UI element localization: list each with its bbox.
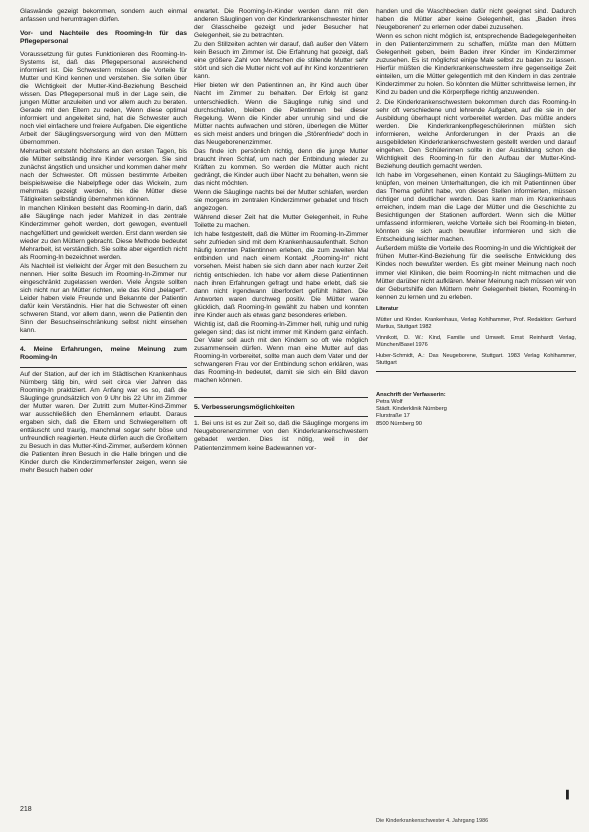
column-left — [20, 8, 187, 476]
address-title: Anschrift der Verfasserin: — [376, 391, 446, 398]
paragraph: In manchen Kliniken besteht das Rooming-In darin, daß alle Säuglinge nach jeder Mahlzeit in das zentrale Kinderzimmer geholt werden, dort gewogen, eventuell nachgefüttert und gewickelt werden. Erst dann werden sie wieder zu den Müttern gebracht. Diese Methode bedeutet Mehrarbeit, ist verständlich. Sie sollte aber eigentlich nicht als Rooming-In bezeichnet werden. — [20, 205, 187, 261]
paragraph: Auf der Station, auf der ich im Städtischen Krankenhaus Nürnberg tätig bin, wird seit circa vier Jahren das Rooming-In praktiziert. Am Anfang war es so, daß die Säuglinge grundsätzlich von 9 Uhr bis 22 Uhr im Zimmer der Mutter waren. Der Zutritt zum Mutter-Kind-Zimmer war ausschließlich den Ehemännern erlaubt. Daraus ergaben sich, daß die Eltern und Schwiegereltern oft enttäuscht und traurig, manchmal sogar sehr böse und unfreundlich reagierten. Heute dürfen auch die Großeltern zu Besuch in das Mutter-Kind-Zimmer, außerdem können die Patienten ihren Besuch in die Halle bringen und die Kinder durch die Kinderzimmerfenster zeigen, wenn sie mehr Besuch haben oder — [20, 370, 187, 475]
section-divider — [20, 339, 187, 340]
reference-item: Huber-Schmidt, A.: Das Neugeborene, Stuttgart. 1983 Verlag Kohlhammer, Stuttgart — [376, 352, 576, 366]
section-title: Verbesserungsmöglichkeiten — [201, 404, 295, 412]
paragraph: Zu den Stillzeiten achten wir darauf, daß außer den Vätern kein Besuch im Zimmer ist. Die Erfahrung hat gezeigt, daß eine größere Zahl von Menschen die stillende Mutter sehr stört und sich die Mutter nicht voll auf ihr Kind konzentrieren kann. — [194, 41, 368, 81]
paragraph: Voraussetzung für gutes Funktionieren des Rooming-In-Systems ist, daß das Pflegepersonal ausreichend informiert ist. Die Schwestern müssen die Vorteile für Mutter und Kind kennen und verstehen. Sie sollen über die Wichtigkeit der Mutter-Kind-Beziehung Bescheid wissen. Das Pflegepersonal muß in der Lage sein, die jungen Mütter anzuleiten und vor allem auch zu beraten. Gerade mit den Eltern zu reden, Wenn diese optimal informiert und angeleitet sind, hat die Schwester auch noch viel einfachere und freiere Aufgaben. Die eigentliche Arbeit der Säuglingsversorgung wird von den Müttern übernommen. — [20, 50, 187, 147]
section-divider — [194, 416, 368, 417]
paragraph: Wenn es schon nicht möglich ist, entsprechende Badegelegenheiten in den Patientenzimmern zu schaffen, müßte man den Müttern Gelegenheit geben, beim Baden ihrer Kinder im Kinderzimmer zuzusehen. Es ist möglichst einige Male selbst zu baden zu lassen. Hierfür müßten die Kinderkrankenschwestern ihre gegenseitige Zeit einteilen, um die Mütter gelegentlich mit den Kindern in das zentrale Kinderzimmer zu holen. So könnten die Mütter schrittweise lernen, ihr Kind zu baden und die Körperpflege richtig anzuwenden. — [376, 33, 576, 97]
reference-item: Mütter und Kinder. Krankenhaus, Verlag Kohlhammer, Prof. Redaktion: Gerhard Martius, Stuttgart 1982 — [376, 316, 576, 330]
section-title: Meine Erfahrungen, meine Meinung zum Rooming-In — [20, 346, 187, 362]
section-divider — [376, 371, 576, 372]
author-address — [376, 392, 576, 428]
references — [376, 306, 576, 367]
address-line: Petra Wolf — [376, 398, 403, 405]
references-title: Literatur — [376, 305, 399, 312]
page-number: 218 — [20, 806, 32, 813]
paragraph: Ich habe im Vorgesehenen, einen Kontakt zu Säuglings-Müttern zu knüpfen, von meinen Unterhaltungen, die ich mit Patientinnen über das Thema geführt habe, von diesen Stellen informierten, müssen richtiger und deutlicher werden. Das kann man im Krankenhaus erreichen, indem man die Lage der Mütter und die Geschichte zu Besichtigungen der Stationen auffordert. Wenn sich die Mütter umfassend informieren, welche Vorteile sich bei Rooming-In bieten, könnten sie sich auch bewußter informieren und sich die Entscheidung leichter machen. — [376, 171, 576, 244]
column-right — [376, 8, 576, 428]
paragraph: Als Nachteil ist vielleicht der Ärger mit den Besuchern zu nennen. Hier sollte Besuch im Rooming-In-Zimmer nur eingeschränkt zugelassen werden. Viele Ängste sollten sich nicht nur an Mütter richten, wie das Kind „belagert“. Leider haben viele Freunde und Bekannte der Patientin dafür kein Verständnis. Hier hat die Schwester oft einen schweren Stand, vor allem dann, wenn die Patientin den Sinn der Besuchseinschränkung selbst nicht einsehen kann. — [20, 262, 187, 335]
section-divider — [194, 397, 368, 398]
paragraph: 2. Die Kinderkrankenschwestern bekommen durch das Rooming-In sehr oft verschiedene und lehrende Aufgaben, auf die sie in der Ausbildung überhaupt nicht vorbereitet werden. Das müßte anders werden. Die Kinderkrankenpflegeschülerinnen müßten sich informieren, welche Anforderungen in der Praxis an die ausgebildeten Kinderkrankenschwestern gestellt werden und darauf eingehen. Den Schülerinnen sollte in der Ausbildung schon die Wichtigkeit des Rooming-In für den Aufbau der Mutter-Kind-Beziehung deutlich gemacht werden. — [376, 98, 576, 170]
section-divider — [20, 367, 187, 368]
paragraph: handen und die Waschbecken dafür nicht geeignet sind. Dadurch haben die Mütter aber keine Gelegenheit, das „Baden ihres Neugeborenen“ zu erlernen oder dabei zuzusehen. — [376, 8, 576, 32]
paragraph: Außerdem müßte die Vorteile des Rooming-In und die Wichtigkeit der frühen Mutter-Kind-Beziehung für die seelische Entwicklung des Kindes noch bewußter werden. Es gibt meiner Meinung nach noch immer viel Kliniken, die beim Rooming-In nicht mitmachen und die Mütter darüber nicht aufklären. Meiner Meinung nach müssen wir von der Geburtshilfe den Müttern mehr Gelegenheit bieten, Rooming-In kennen zu lernen und zu erleben. — [376, 245, 576, 301]
paragraph: Hier bieten wir den Patientinnen an, ihr Kind auch über Nacht im Zimmer zu behalten. Der Erfolg ist ganz unterschiedlich. Wenn die Säuglinge ruhig sind und durchschlafen, bleiben die Patientinnen bei dieser Regelung. Wenn die Kinder aber unruhig sind und die Mütter nachts aufwachen und stören, überlegen die Mütter es sich meist anders und bringen die „Störenfriede“ doch in das Neugeborenenzimmer. — [194, 82, 368, 146]
section-heading-5 — [194, 404, 368, 412]
paragraph: Ich habe festgestellt, daß die Mütter im Rooming-In-Zimmer sehr zufrieden sind mit dem Krankenhausaufenthalt. Schon häufig konnten Patientinnen erleben, die zum zweiten Mal entbinden und nach einem Kontakt „Rooming-In“ nicht vorsehen. Meist haben sie sich dann aber nach kurzer Zeit richtig entschieden. Ich habe vor allem diese Patientinnen nach ihren Erfahrungen gefragt und habe erlebt, daß sie dann nicht irgendwann überfordert gefühlt hätten. Die Antworten waren durchweg positiv. Die Mütter waren glücklich, daß Rooming-In gewählt zu haben und konnten ihre Kinder auch als etwas ganz besonderes erleben. — [194, 231, 368, 319]
paragraph: Das finde ich persönlich richtig, denn die junge Mutter braucht ihren Schlaf, um nach der Entbindung wieder zu Kräften zu kommen. So werden die Mütter auch nicht gedrängt, die Kinder auch über Nacht zu behalten, wenn sie das nicht möchten. — [194, 147, 368, 187]
section-heading-4 — [20, 346, 187, 362]
paragraph: Während dieser Zeit hat die Mutter Gelegenheit, in Ruhe Toilette zu machen. — [194, 214, 368, 230]
address-line: Flurstraße 17 — [376, 413, 410, 420]
page-mark-icon: ▌ — [566, 790, 572, 799]
section-number: 4. — [20, 346, 26, 354]
intro-text: Glaswände gezeigt bekommen, sondern auch einmal anfassen und herumtragen dürfen. — [20, 8, 187, 24]
address-line: 8500 Nürnberg 90 — [376, 420, 422, 427]
section-heading: Vor- und Nachteile des Rooming-In für das Pflegepersonal — [20, 30, 187, 46]
section-number: 5. — [194, 404, 200, 412]
column-middle — [194, 8, 368, 454]
journal-footer: Die Kinderkrankenschwester 4. Jahrgang 1986 — [376, 818, 489, 824]
paragraph: Mehrarbeit entsteht höchstens an den ersten Tagen, bis die Mütter selbständig ihre Kinder versorgen. Sie sind zunächst ängstlich und unsicher und kommen daher mehr nach der Schwester. Oft müssen bestimmte Arbeiten beispielsweise die Nabelpflege oder das Wickeln, zum mehrmals gezeigt werden, bis die Mütter diese Tätigkeiten selbständig übernehmen können. — [20, 148, 187, 204]
paragraph: Wichtig ist, daß die Rooming-In-Zimmer hell, ruhig und ruhig gelegen sind; das ist nicht immer mit Kindern ganz einfach. Der Vater soll auch mit den Kindern so oft wie möglich zusammensein dürfen. Wenn man eine Mutter auf das Rooming-In vorbereitet, sollte man auch dem Vater und der schwangeren Frau vor der Entbindung schon erklären, was das Rooming-In bedeutet, damit sie sich ein Bild davon machen können. — [194, 320, 368, 385]
reference-item: Vinnikott, D. W.: Kind, Familie und Umwelt. Ernst Reinhardt Verlag, München/Basel 1976 — [376, 334, 576, 348]
paragraph: 1. Bei uns ist es zur Zeit so, daß die Säuglinge morgens im Neugeborenenzimmer von den Kinderkrankenschwestern gebadet werden. Dies ist nötig, weil in der Patientenzimmern keine Badewannen vor- — [194, 420, 368, 452]
address-line: Städt. Kinderklinik Nürnberg — [376, 406, 447, 413]
paragraph: erwartet. Die Rooming-In-Kinder werden dann mit den anderen Säuglingen von der Kinderkrankenschwester hinter der Glasscheibe gezeigt und jeder Besucher hat Gelegenheit, sie zu betrachten. — [194, 8, 368, 40]
paragraph: Wenn die Säuglinge nachts bei der Mutter schlafen, werden sie morgens im zentralen Kinderzimmer gebadet und frisch angezogen. — [194, 189, 368, 213]
